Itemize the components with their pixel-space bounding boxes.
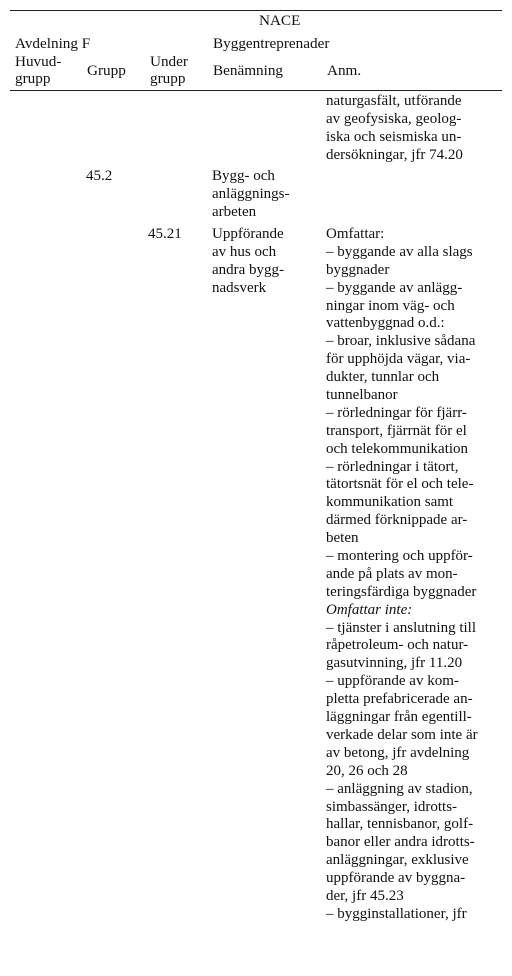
column-header-subgroup	[150, 53, 188, 87]
note-line: – anläggning av stadion,	[326, 780, 473, 797]
column-header-main-group	[15, 53, 61, 87]
note-line: beten	[326, 530, 359, 547]
note-exclusions-heading: Omfattar inte:	[326, 601, 413, 618]
note-line: der, jfr 45.23	[326, 887, 404, 904]
column-header-group: Grupp	[87, 62, 126, 79]
note-line: och telekommunikation	[326, 440, 469, 457]
continuation-note	[326, 93, 463, 165]
note-line: dersökningar, jfr 74.20	[326, 146, 463, 163]
group-name	[212, 168, 289, 222]
top-rule	[10, 10, 502, 11]
note-line: kommunikation samt	[326, 494, 454, 511]
subgroup-code: 45.21	[148, 226, 182, 242]
nace-label: NACE	[259, 12, 301, 29]
note-line: – byggande av alla slags	[326, 243, 473, 260]
group-name-line: anläggnings-	[212, 185, 290, 202]
note-line: Omfattar:	[326, 226, 385, 242]
note-line: – byggande av anlägg-	[326, 279, 463, 296]
note-line: pletta prefabricerade an-	[326, 691, 473, 708]
group-code: 45.2	[86, 168, 113, 184]
note-line: råpetroleum- och natur-	[326, 637, 469, 654]
note-line: tätortsnät för el och tele-	[326, 476, 474, 493]
note-line: läggningar från egentill-	[326, 709, 472, 726]
note-line: teringsfärdiga byggnader	[326, 583, 477, 600]
subgroup-name-line: Uppförande	[212, 226, 284, 242]
note-line: för upphöjda vägar, via-	[326, 351, 471, 368]
note-line: naturgasfält, utförande	[326, 93, 462, 109]
group-name-line: Bygg- och	[212, 168, 275, 184]
note-line: 20, 26 och 28	[326, 762, 408, 779]
note-line: – tjänster i anslutning till	[326, 619, 476, 636]
subgroup-name-line: av hus och	[212, 243, 277, 260]
group-name-line: arbeten	[212, 203, 257, 220]
note-line: – rörledningar i tätort,	[326, 458, 459, 475]
note-line: av betong, jfr avdelning	[326, 744, 470, 761]
subgroup-name	[212, 226, 284, 298]
column-header-subgroup-line: Under	[150, 53, 188, 70]
nace-title: Byggentreprenader	[213, 35, 330, 52]
column-header-note: Anm.	[327, 62, 362, 79]
note-line: tunnelbanor	[326, 387, 398, 404]
subgroup-name-line: andra bygg-	[212, 261, 285, 278]
note-line: transport, fjärrnät för el	[326, 422, 467, 439]
note-line: banor eller andra idrotts-	[326, 834, 475, 851]
note-line: – montering och uppför-	[326, 548, 473, 565]
note-line: av geofysiska, geolog-	[326, 110, 462, 127]
note-line: gasutvinning, jfr 11.20	[326, 655, 463, 672]
note-line: simbassänger, idrotts-	[326, 798, 458, 815]
column-header-main-group-line: Huvud-	[15, 53, 62, 70]
note-line: därmed förknippade ar-	[326, 512, 468, 529]
column-header-name: Benämning	[213, 62, 284, 79]
note-line: anläggningar, exklusive	[326, 852, 469, 869]
subgroup-name-line: nadsverk	[212, 279, 267, 296]
column-header-main-group-line: grupp	[15, 70, 51, 87]
note-line: – bygginstallationer, jfr	[326, 905, 467, 922]
note-line: iska och seismiska un-	[326, 128, 462, 145]
note-line: – broar, inklusive sådana	[326, 333, 476, 350]
note-line: – rörledningar för fjärr-	[326, 404, 467, 421]
note-line: byggnader	[326, 261, 390, 278]
note-line: – uppförande av kom-	[326, 673, 459, 690]
note-line: vattenbyggnad o.d.:	[326, 315, 445, 332]
note-line: hallar, tennisbanor, golf-	[326, 816, 474, 833]
note-line: uppförande av byggna-	[326, 870, 466, 887]
note-line: verkade delar som inte är	[326, 726, 478, 743]
subgroup-note	[326, 226, 478, 924]
column-header-subgroup-line: grupp	[150, 70, 186, 87]
note-line: dukter, tunnlar och	[326, 369, 440, 386]
header-rule	[10, 90, 502, 91]
note-line: ande på plats av mon-	[326, 565, 458, 582]
section-label: Avdelning F	[15, 35, 91, 52]
note-line: ningar inom väg- och	[326, 297, 455, 314]
